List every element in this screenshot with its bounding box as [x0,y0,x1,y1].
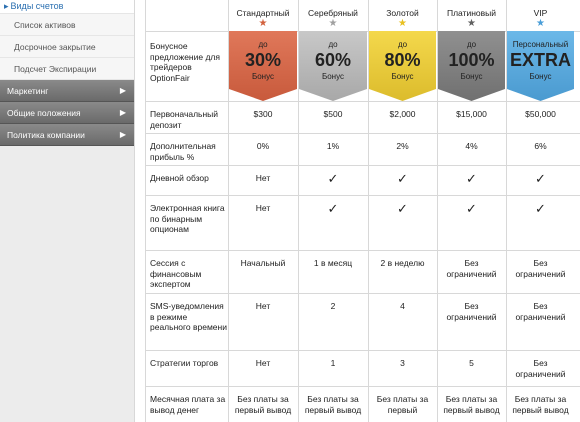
table-cell: Без ограничений [446,258,497,279]
table-cell: $50,000 [525,109,556,119]
table-cell: Нет [255,358,271,368]
ribbon-prefix: до [328,40,338,49]
table-cell: 2% [396,141,409,151]
star-icon: ★ [467,18,476,29]
ribbon-value: 100% [448,50,495,70]
chevron-right-icon: ▶ [119,86,126,95]
grid-line-horizontal [145,293,580,294]
grid-line-horizontal [145,195,580,196]
checkmark-icon: ✓ [327,171,339,186]
table-cell: Без платы за первый [376,394,429,415]
sidebar-menu-marketing[interactable] [0,80,134,102]
star-icon: ★ [328,18,338,29]
ribbon-prefix: до [258,40,268,49]
table-cell: 4 [400,301,405,311]
grid-line-horizontal [145,165,580,166]
bonus-ribbon [438,31,505,101]
table-cell: 0% [256,141,270,151]
row-label: Дневной обзор [150,173,209,183]
checkmark-icon: ✓ [466,201,477,216]
table-cell: 1 в месяц [313,258,353,268]
row-label: Электронная книга по бинарным опционам [150,203,225,234]
ribbon-value: 80% [384,50,421,70]
grid-line-horizontal [145,250,580,251]
sidebar-item-assets[interactable]: Список активов [0,14,134,36]
table-cell: 3 [400,358,405,368]
table-cell: 1% [326,141,340,151]
table-cell: Без ограничений [515,301,566,322]
grid-line-horizontal [145,133,580,134]
grid-line-horizontal [145,350,580,351]
ribbon-bonus-label: Бонус [529,72,552,81]
bonus-ribbon [229,31,297,101]
grid-line-horizontal [145,101,580,102]
sidebar-item-account-types[interactable] [0,0,134,14]
checkmark-icon: ✓ [466,171,477,186]
ribbon-value: EXTRA [509,50,571,70]
sidebar-background [0,146,134,422]
table-cell: $500 [323,109,343,119]
star-icon: ★ [536,18,545,29]
star-icon: ★ [398,18,407,29]
table-cell: 2 в неделю [380,258,425,268]
row-label: Сессия с финансовым экспертом [150,258,202,289]
table-cell: Нет [255,173,271,183]
row-label: SMS-уведомления в режиме реального времени [150,301,227,332]
grid-line-horizontal [145,386,580,387]
checkmark-icon: ✓ [397,171,408,186]
table-cell: 1 [330,358,336,368]
chevron-right-icon: ▶ [119,130,126,139]
sidebar [0,0,135,422]
table-cell: 5 [469,358,474,368]
sidebar-menu-label: Общие положения [7,108,81,118]
grid-line-vertical [145,0,146,422]
bonus-ribbon [299,31,367,101]
table-cell: Без платы за первый вывод [443,394,500,415]
table-cell: Без платы за первый вывод [304,394,362,415]
table-cell: $15,000 [456,109,487,119]
row-label: Месячная плата за вывод денег [150,394,226,415]
tier-name: Золотой [386,8,419,18]
checkmark-icon: ✓ [327,201,339,216]
sidebar-menu-label: Маркетинг [7,86,49,96]
ribbon-prefix: до [466,40,477,49]
chevron-right-icon: ▶ [119,108,126,117]
sidebar-item-expiry[interactable]: Подсчет Экспирации [0,58,134,80]
sidebar-item-label: Виды счетов [10,1,64,11]
checkmark-icon: ✓ [397,201,408,216]
tier-name: Серебряный [308,8,358,18]
table-cell: Без платы за первый вывод [234,394,292,415]
tier-name: Стандартный [236,8,290,18]
ribbon-bonus-label: Бонус [391,72,414,81]
bullet-arrow-icon: ▸ [4,1,9,11]
checkmark-icon: ✓ [535,201,546,216]
table-cell: Начальный [240,258,286,268]
table-cell: 4% [465,141,478,151]
table-cell: Без ограничений [515,258,566,279]
ribbon-value: 30% [244,50,282,70]
checkmark-icon: ✓ [535,171,546,186]
bonus-ribbon [507,31,574,101]
table-cell: Без ограничений [446,301,497,322]
tier-name: VIP [533,8,548,18]
ribbon-prefix: Персональный [512,40,569,49]
bonus-offer-label: Бонусное предложение для трейдеров OptionFair [150,41,220,83]
ribbon-bonus-label: Бонус [460,72,483,81]
sidebar-menu-general[interactable] [0,102,134,124]
table-cell: $2,000 [389,109,416,119]
ribbon-prefix: до [397,40,408,49]
table-cell: Нет [255,203,271,213]
table-cell: 6% [534,141,547,151]
row-label: Стратегии торгов [150,358,219,368]
ribbon-bonus-label: Бонус [251,72,275,81]
sidebar-menu-label: Политика компании [7,130,85,140]
row-label: Первоначальный депозит [150,109,219,130]
sidebar-item-early-close[interactable]: Досрочное закрытие [0,36,134,58]
table-cell: Нет [255,301,271,311]
table-cell: Без ограничений [515,358,566,379]
table-cell: 2 [330,301,336,311]
ribbon-value: 60% [314,50,352,70]
bonus-ribbon [369,31,436,101]
star-icon: ★ [258,18,268,29]
ribbon-bonus-label: Бонус [321,72,345,81]
table-cell: $300 [253,109,273,119]
sidebar-menu-policy[interactable] [0,124,134,146]
tier-name: Платиновый [446,8,497,18]
row-label: Дополнительная прибыль % [150,141,216,162]
table-cell: Без платы за первый вывод [512,394,569,415]
